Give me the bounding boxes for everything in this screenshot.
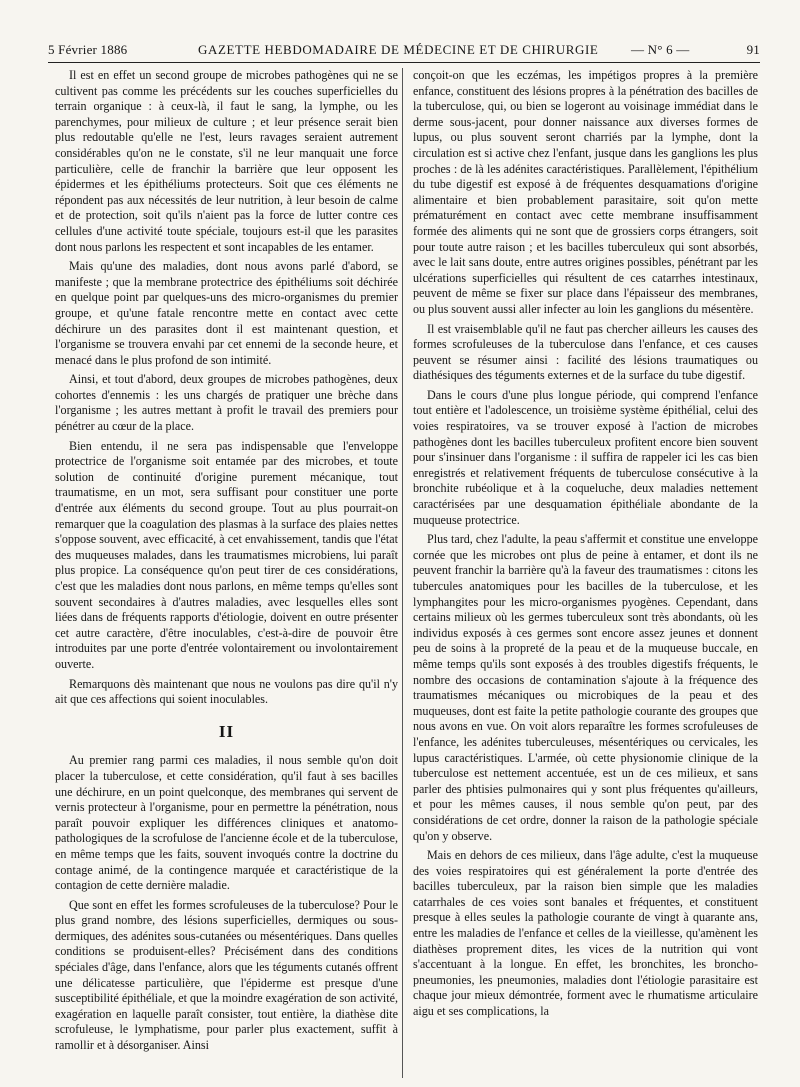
section-heading: II	[218, 721, 235, 741]
right-column	[413, 68, 758, 1024]
paragraph: Il est en effet un second groupe de microbes pathogènes qui ne se cultivent pas comme les précédents sur les couches superficielles du terrain organique : à ceux-là, il faut le sang, la lymphe, ou les parenchymes, pour milieux de culture ; et leur présence serait bien plus redoutable qu'elle ne l'est, leurs ravages seraient autrement considérables qu'on ne le constate, s'il ne leur manquait une force particulière, celle de franchir la barrière que leur opposent les épidermes et les épithéliums protecteurs. Soit que ces éléments ne répondent pas aux nécessités de leur nutrition, à leur besoin de calme et de protection, soit qu'ils n'aient pas la force de lutter contre ces cellules d'une activité toute spéciale, toujours est-il que les parasites dont nous parlons les respectent et sont incapables de les entamer.	[55, 68, 398, 254]
header-title: GAZETTE HEBDOMADAIRE DE MÉDECINE ET DE CHIRURGIE	[198, 42, 599, 57]
paragraph: Dans le cours d'une plus longue période, qui comprend l'enfance tout entière et l'adolescence, un troisième système épithélial, celui des voies respiratoires, va se trouver exposé à l'action de microbes pathogènes dont les bacilles tuberculeux profitent encore bien souvent pour s'insinuer dans l'organisme : il suffira de rappeler ici les cas bien enregistrés et relativement fréquents de tuberculose consécutive à la bronchite rubéolique et à la coqueluche, deux maladies nettement caractérisées par une desquamation épithéliale abondante de la muqueuse protectrice.	[413, 387, 758, 527]
header-issue: — N° 6 —	[631, 42, 690, 57]
left-column	[55, 68, 398, 1058]
header-page-number: 91	[746, 42, 760, 57]
paragraph: Au premier rang parmi ces maladies, il nous semble qu'on doit placer la tuberculose, et cette considération, qu'il faut à ses bacilles une déchirure, en un point quelconque, des membranes qui servent de vernis protecteur à l'organisme, pour en permettre la pénétration, nous paraît pouvoir expliquer les différences cliniques et anatomo-pathologiques de la scrofulose de l'ancienne école et de la tuberculose, en même temps que les faits, souvent invoqués contre la doctrine du contage animé, de la contingence marquée et caractéristique de la contagion de cette dernière maladie.	[55, 753, 398, 893]
paragraph: Mais en dehors de ces milieux, dans l'âge adulte, c'est la muqueuse des voies respiratoires qui est généralement la porte d'entrée des bacilles tuberculeux, par la raison bien simple que les maladies catarrhales de ces voies sont banales et fréquentes, et constituent presque à elles seules la pathologie courante de vingt à quarante ans, entre les maladies de l'enfance et celles de la vieillesse, qu'amènent les diathèses proprement dites, les vices de la nutrition qui vont s'accentuant à la longue. En effet, les bronchites, les broncho-pneumonies, les pneumonies, maladies dont l'étiologie parasitaire est chaque jour mieux démontrée, forment avec le rhumatisme articulaire aigu et ses complications, la	[413, 848, 758, 1019]
paragraph: Ainsi, et tout d'abord, deux groupes de microbes pathogènes, deux cohortes d'ennemis : les uns chargés de pratiquer une brèche dans l'organisme ; les autres mettant à profit le travail des premiers pour pénétrer au cœur de la place.	[55, 372, 398, 434]
column-divider	[402, 68, 403, 1078]
paragraph: Remarquons dès maintenant que nous ne voulons pas dire qu'il n'y ait que ces affections qui soient inoculables.	[55, 676, 398, 707]
paragraph: Bien entendu, il ne sera pas indispensable que l'enveloppe protectrice de l'organisme soit entamée par des microbes, et toute solution de continuité d'origine purement mécanique, tout traumatisme, en un mot, sera suffisant pour constituer une porte d'entrée aux éléments du second groupe. Tout au plus pourrait-on remarquer que la coagulation des plasmas à la surface des plaies nettes s'oppose souvent, avec efficacité, à cet envahissement, tandis que l'état des muqueuses malades, dans les traumatismes microbiens, lui paraît plus propice. La conséquence qu'on peut tirer de ces considérations, c'est que les maladies dont nous parlons, en même temps qu'elles sont souvent secondaires à d'autres maladies, avec lesquelles elles sont liées dans de fréquents rapports d'étiologie, doivent en outre présenter cet autre caractère, d'être inoculables, c'est-à-dire de pouvoir être introduites par une porte d'entrée volontairement ou involontairement ouverte.	[55, 438, 398, 671]
running-header	[48, 42, 760, 63]
paragraph: Il est vraisemblable qu'il ne faut pas chercher ailleurs les causes des formes scrofuleuses de la tuberculose dans l'enfance, et ces causes peuvent se résumer ainsi : facilité des lésions traumatiques ou diathésiques des téguments externes et de la surface du tube digestif.	[413, 321, 758, 383]
paragraph: Que sont en effet les formes scrofuleuses de la tuberculose? Pour le plus grand nombre, des lésions superficielles, dermiques ou sous-dermiques, des adénites sous-cutanées ou mésentériques. Dans quelles conditions se produisent-elles? Précisément dans des conditions spéciales d'âge, dans l'enfance, alors que les téguments cutanés offrent une délicatesse particulière, que l'épiderme est presque d'une susceptibilité épithéliale, et que la moindre exagération de son activité, exagération en laquelle paraît consister, tout entière, la diathèse dite scrofuleuse, le lymphatisme, pour parler plus exactement, suffit à ramollir et à désorganiser. Ainsi	[55, 897, 398, 1053]
paragraph: Mais qu'une des maladies, dont nous avons parlé d'abord, se manifeste ; que la membrane protectrice des épithéliums soit déchirée en quelque point par quelques-uns des micro-organismes du premier groupe, et qu'une fatale rencontre mette en contact avec cette déchirure un des parasites dont il est maintenant question, et l'organisme se trouvera envahi par cet ennemi de la seconde heure, et menacé dans le plus profond de son intimité.	[55, 259, 398, 367]
paragraph: conçoit-on que les eczémas, les impétigos propres à la première enfance, constituent des lésions propres à la pénétration des bacilles de la tuberculose, qui, ou bien se logeront au voisinage immédiat dans le derme sous-jacent, pour donner naissance aux diverses formes de lupus, ou plus souvent seront charriés par la lymphe, dont la circulation est si active chez l'enfant, jusque dans les ganglions les plus proches : de là les adénites caractéristiques. Parallèlement, l'épithélium du tube digestif est exposé à de fréquentes desquamations d'origine alimentaire et bien probablement parasitaire, soit qu'on mette prématurément en contact avec cette membrane insuffisamment formée des aliments qui ne sont que de grossiers corps étrangers, soit pour toute autre raison ; et les bacilles tuberculeux qui sont absorbés, avec le lait sans doute, entre autres origines possibles, pénétrant par les ulcérations superficielles qui résultent de ces catarrhes intestinaux, peuvent de même se fixer sur place dans l'épaisseur des membranes, ou plus souvent aussi aller infecter au loin les ganglions du mésentère.	[413, 68, 758, 316]
header-date: 5 Février 1886	[48, 42, 128, 57]
paragraph: Plus tard, chez l'adulte, la peau s'affermit et constitue une enveloppe cornée que les microbes ont plus de peine à entamer, et dont ils ne peuvent franchir la barrière qu'à la faveur des traumatismes : citons les tubercules anatomiques pour les bacilles de la tuberculose, et les lymphangites pour les micro-organismes pyogènes. Cependant, dans certains milieux où les germes tuberculeux sont très abondants, où les individus exposés à ces germes sont encore assez jeunes et donnent peu de soins à la propreté de la peau et de la muqueuse buccale, en même temps qu'ils sont exposés à des troubles digestifs fréquents, le nombre des occasions de contamination s'ajoute à la fréquence des traumatismes mécaniques ou microbiques de la peau et des muqueuses, dont est faite la petite pathologie courante des groupes que nous avons en vue. On voit alors reparaître les formes scrofuleuses de l'enfance, les adénites tuberculeuses, mésentériques ou cervicales, les lupus caractéristiques. L'armée, où cette physionomie clinique de la tuberculose est nettement accentuée, est un de ces milieux, et sans parler des phtisies pulmonaires qui y sont plus fréquentes qu'ailleurs, et pour les mêmes causes, il nous semble qu'on peut, par des considérations de cet ordre, donner la raison de la pathologie spéciale qu'on y observe.	[413, 532, 758, 843]
